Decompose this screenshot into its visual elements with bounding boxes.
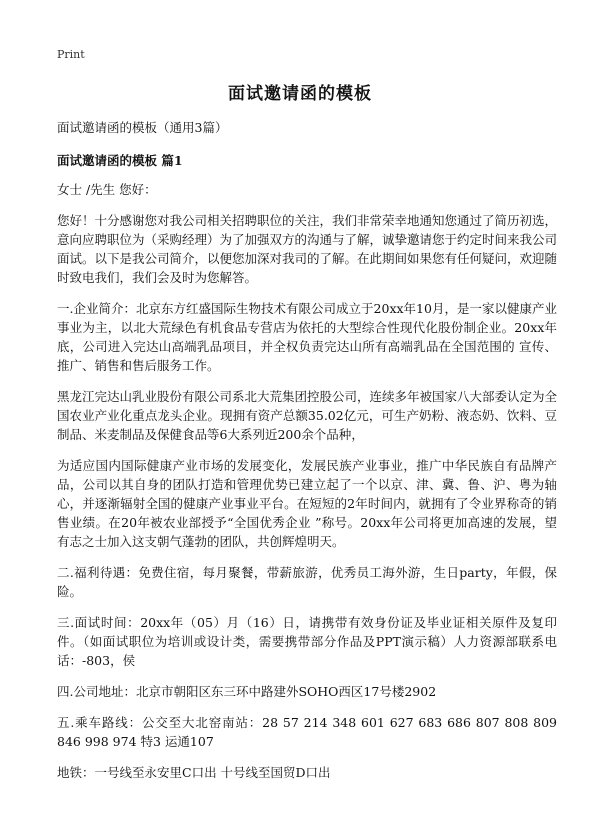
document-body: [57, 118, 557, 794]
benefits-paragraph: 二.福利待遇：免费住宿，每月聚餐，带薪旅游，优秀员工海外游，生日party，年假，保险。: [57, 565, 557, 599]
subway-paragraph: 地铁：一号线至永安里C口出 十号线至国贸D口出: [57, 765, 331, 780]
print-label[interactable]: Print: [57, 48, 85, 61]
page-title: 面试邀请函的模板: [228, 84, 372, 104]
greeting-line: 女士 /先生 您好：: [57, 182, 157, 197]
address-paragraph: 四.公司地址：北京市朝阳区东三环中路建外SOHO西区17号楼2902: [57, 684, 437, 699]
wandashan-paragraph: 黑龙江完达山乳业股份有限公司系北大荒集团控股公司，连续多年被国家八大部委认定为全国农业产业化重点龙头企业。现拥有资产总额35.02亿元，可生产奶粉、液态奶、饮料、豆制品、米麦制品及保健食品等6大系列近200余个品种，: [57, 389, 558, 442]
intro-paragraph: 您好！十分感谢您对我公司相关招聘职位的关注，我们非常荣幸地通知您通过了简历初选，意向应聘职位为（采购经理）为了加强双方的沟通与了解，诚挚邀请您于约定时间来我公司面试。以下是我公司简介，以便您加深对我司的了解。在此期间如果您有任何疑问，欢迎随时致电我们，我们会及时为您解答。: [57, 213, 558, 285]
section-heading: 面试邀请函的模板 篇1: [57, 153, 183, 168]
bus-route-paragraph: 五.乘车路线：公交至大北窑南站：28 57 214 348 601 627 683 686 807 808 809 846 998 974 特3 运通107: [57, 715, 557, 749]
company-intro-paragraph: 一.企业简介：北京东方红盛国际生物技术有限公司成立于20xx年10月，是一家以健康产业事业为主，以北大荒绿色有机食品专营店为依托的大型综合性现代化股份制企业。20xx年底，公司进入完达山高端乳品项目，并全权负责完达山所有高端乳品在全国范围的 宣传、推广、销售和售后服务工作。: [57, 301, 557, 373]
document-subtitle: 面试邀请函的模板（通用3篇）: [57, 120, 228, 135]
market-paragraph: 为适应国内国际健康产业市场的发展变化，发展民族产业事业，推广中华民族自有品牌产品，公司以其自身的团队打造和管理优势已建立起了一个以京、津、冀、鲁、沪、粤为轴心，并逐渐辐射全国的健康产业事业平台。在短短的2年时间内，就拥有了令业界称奇的销售业绩。在20年被农业部授予“全国优秀企业 ”称号。20xx年公司将更加高速的发展，望有志之士加入这支朝气蓬勃的团队，共创辉煌明天。: [57, 458, 557, 549]
interview-time-paragraph: 三.面试时间：20xx年（05）月（16）日，请携带有效身份证及毕业证相关原件及复印件。（如面试职位为培训或设计类，需要携带部分作品及PPT演示稿）人力资源部联系电话：-803，侯: [57, 615, 557, 668]
